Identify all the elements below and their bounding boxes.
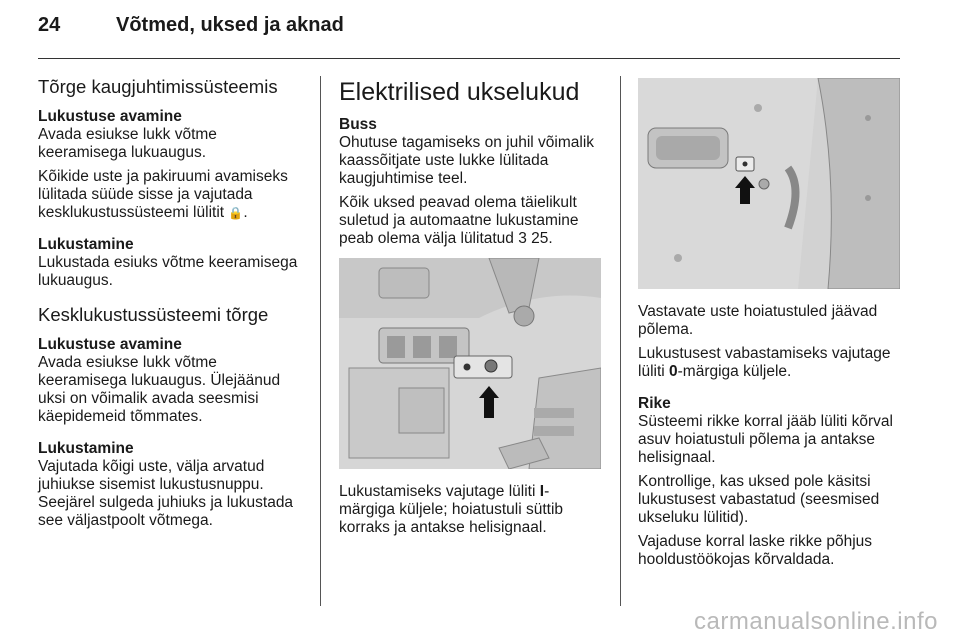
paragraph: Kõik uksed peavad olema täielikult suletud ja automaatne lukustamine peab olema välja lülitatud 3 25. <box>339 194 579 247</box>
paragraph: Kõikide uste ja pakiruumi avamiseks lülitada süüde sisse ja vajutada kesklukustussüsteemi lülitit 🔒. <box>38 168 288 221</box>
paragraph: Avada esiukse lukk võtme keeramisega lukuaugus. <box>38 126 217 161</box>
caption-paragraph: Lukustamiseks vajutage lüliti I-märgiga küljele; hoiatustuli süttib korraks ja antakse helisignaal. <box>339 483 564 536</box>
subheading-unlock: Lukustuse avamine <box>38 108 182 125</box>
column-divider <box>620 76 621 606</box>
paragraph: Lukustada esiuks võtme keeramisega lukuaugus. <box>38 254 298 289</box>
lock-icon: 🔒 <box>228 206 244 220</box>
subheading-fault: Rike <box>638 395 671 412</box>
column-right <box>638 78 904 575</box>
door-switch-illustration <box>638 78 900 289</box>
subheading-lock: Lukustamine <box>38 236 134 253</box>
paragraph: Vajutada kõigi uste, välja arvatud juhiukse sisemist lukustusnuppu. Seejärel sulgeda juhiuks ja lukustada see väljastpoolt võtmega. <box>38 458 294 529</box>
section-heading-remote-failure: Tõrge kaugjuhtimissüsteemis <box>38 76 278 97</box>
watermark: carmanualsonline.info <box>694 608 938 635</box>
column-divider <box>320 76 321 606</box>
paragraph: Avada esiukse lukk võtme keeramisega lukuaugus. Ülejäänud uksi on võimalik avada seesmisi käepidemeid tõmmates. <box>38 354 281 425</box>
paragraph: Süsteemi rikke korral jääb lüliti kõrval asuv hoiatustuli põlema ja antakse helisignaal. <box>638 413 893 466</box>
paragraph: Vajaduse korral laske rikke põhjus hooldustöökojas kõrvaldada. <box>638 533 873 568</box>
page-title: Võtmed, uksed ja aknad <box>116 14 344 36</box>
section-heading-central-lock-failure: Kesklukustussüsteemi tõrge <box>38 304 269 325</box>
door-illustration-svg <box>638 78 900 289</box>
header-rule <box>38 58 900 59</box>
dashboard-switch-illustration <box>339 258 601 469</box>
subheading-bus: Buss <box>339 116 377 133</box>
column-left <box>38 78 308 536</box>
paragraph: Ohutuse tagamiseks on juhil võimalik kaassõitjate uste lukke lülitada kaugjuhtimise teel. <box>339 134 595 187</box>
subheading-unlock: Lukustuse avamine <box>38 336 182 353</box>
dashboard-illustration-svg <box>339 258 601 469</box>
page-number: 24 <box>38 14 61 36</box>
subheading-lock: Lukustamine <box>38 440 134 457</box>
reference-arrow-icon: 3 <box>518 230 527 247</box>
paragraph: Vastavate uste hoiatustuled jäävad põlema. <box>638 303 878 338</box>
paragraph: Kontrollige, kas uksed pole käsitsi lukustusest vabastatud (seesmised ukseluku lülitid). <box>638 473 880 526</box>
section-heading-electric-locks: Elektrilised ukselukud <box>339 78 580 106</box>
column-middle <box>339 78 605 543</box>
paragraph: Lukustusest vabastamiseks vajutage lüliti 0-märgiga küljele. <box>638 345 891 380</box>
